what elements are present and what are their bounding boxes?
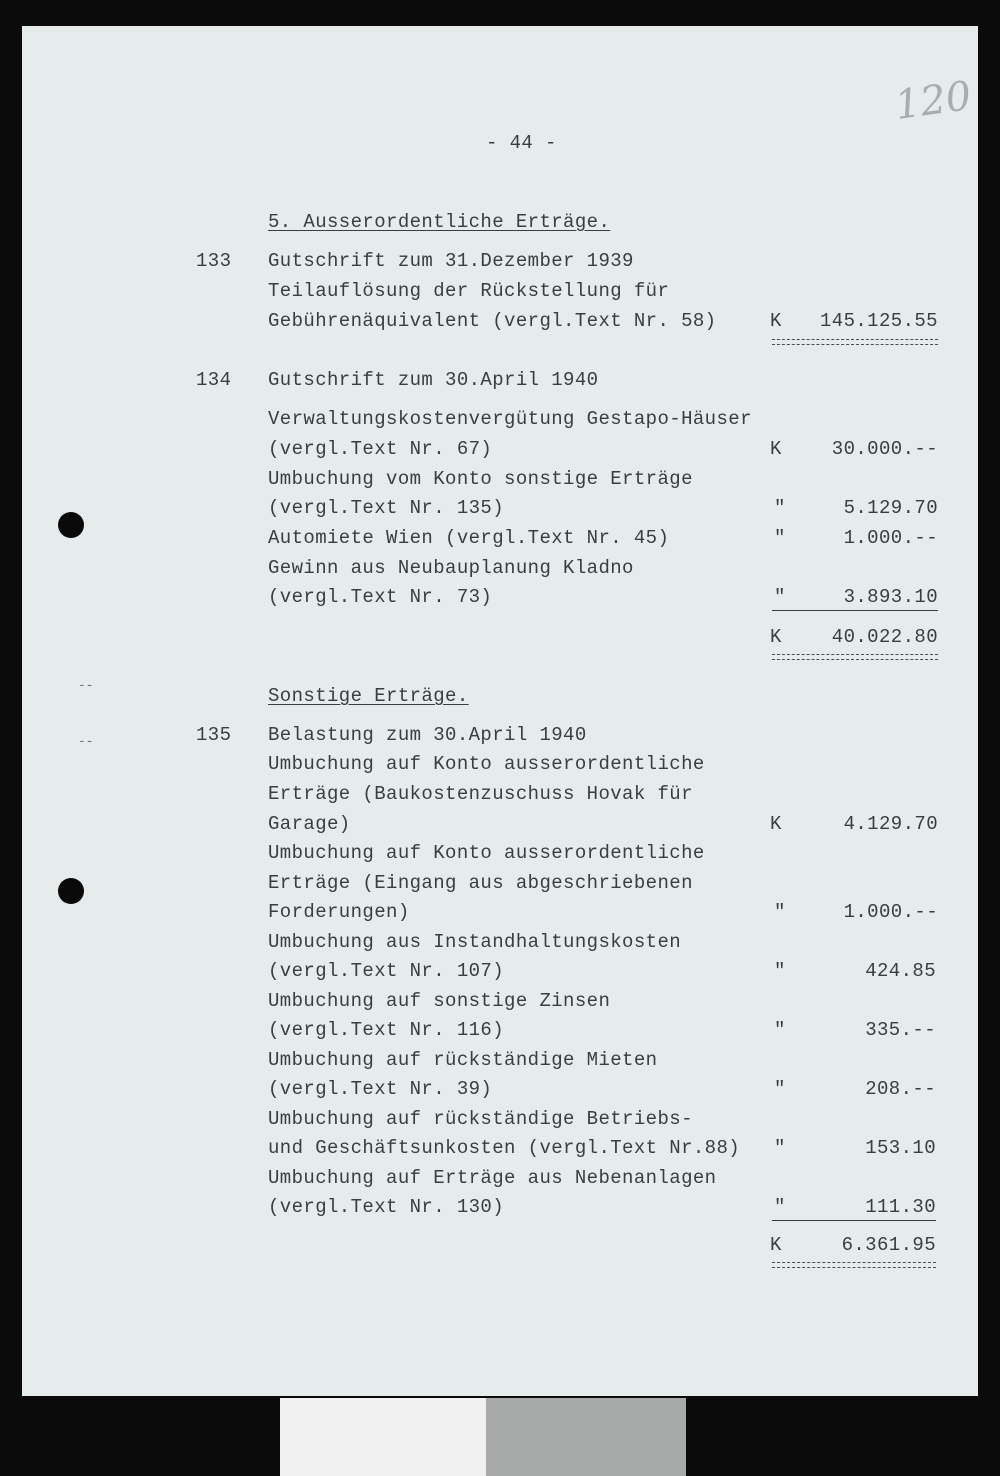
entry-line: (vergl.Text Nr. 116) (268, 1019, 505, 1041)
entry-number: 133 (196, 250, 232, 272)
ditto-mark: " (774, 960, 786, 982)
entry-line: Umbuchung auf Konto ausserordentliche (268, 842, 705, 864)
amount: 30.000.-- (831, 438, 938, 460)
entry-line: Umbuchung vom Konto sonstige Erträge (268, 468, 693, 490)
currency-mark: K (770, 813, 782, 835)
punch-hole (58, 878, 84, 904)
entry-line: (vergl.Text Nr. 107) (268, 960, 505, 982)
entry-line: Gutschrift zum 30.April 1940 (268, 369, 599, 391)
amount: 424.85 (865, 960, 936, 982)
ditto-mark: " (774, 586, 786, 608)
entry-line: Gutschrift zum 31.Dezember 1939 (268, 250, 634, 272)
entry-line: Umbuchung auf sonstige Zinsen (268, 990, 611, 1012)
sum-underline (772, 610, 938, 611)
entry-line: und Geschäftsunkosten (vergl.Text Nr.88) (268, 1137, 741, 1159)
double-underline (772, 1262, 936, 1268)
amount: 1.000.-- (843, 527, 938, 549)
amount: 335.-- (865, 1019, 936, 1041)
entry-line: Umbuchung auf Erträge aus Nebenanlagen (268, 1167, 717, 1189)
amount: 145.125.55 (819, 310, 938, 332)
entry-line: (vergl.Text Nr. 67) (268, 438, 493, 460)
entry-line: Garage) (268, 813, 351, 835)
amount: 153.10 (865, 1137, 936, 1159)
entry-number: 135 (196, 724, 232, 746)
double-underline (772, 654, 938, 660)
amount: 111.30 (865, 1196, 936, 1218)
total-amount: 40.022.80 (831, 626, 938, 648)
entry-line: Erträge (Baukostenzuschuss Hovak für (268, 783, 693, 805)
punch-hole (58, 512, 84, 538)
entry-line: Umbuchung auf rückständige Betriebs- (268, 1108, 693, 1130)
entry-line: Belastung zum 30.April 1940 (268, 724, 587, 746)
entry-line: Gewinn aus Neubauplanung Kladno (268, 557, 634, 579)
ditto-mark: " (774, 527, 786, 549)
entry-line: Umbuchung auf Konto ausserordentliche (268, 753, 705, 775)
ditto-mark: " (774, 1137, 786, 1159)
ditto-mark: " (774, 497, 786, 519)
entry-line: Gebührenäquivalent (vergl.Text Nr. 58) (268, 310, 717, 332)
entry-line: (vergl.Text Nr. 39) (268, 1078, 493, 1100)
ditto-mark: " (774, 901, 786, 923)
folio-number: 120 (892, 72, 975, 130)
entry-line: Teilauflösung der Rückstellung für (268, 280, 670, 302)
amount: 5.129.70 (843, 497, 938, 519)
scan-calibration-patch (486, 1398, 686, 1476)
amount: 208.-- (865, 1078, 936, 1100)
currency-mark: K (770, 310, 782, 332)
double-underline (772, 339, 938, 345)
ditto-mark: " (774, 1078, 786, 1100)
entry-line: (vergl.Text Nr. 130) (268, 1196, 505, 1218)
entry-line: Forderungen) (268, 901, 410, 923)
entry-line: (vergl.Text Nr. 135) (268, 497, 505, 519)
page-number: - 44 - (486, 132, 557, 154)
entry-line: Umbuchung aus Instandhaltungskosten (268, 931, 682, 953)
section-heading: Sonstige Erträge. (268, 685, 469, 707)
currency-mark: K (770, 1234, 782, 1256)
amount: 1.000.-- (843, 901, 938, 923)
entry-number: 134 (196, 369, 232, 391)
entry-line: Umbuchung auf rückständige Mieten (268, 1049, 658, 1071)
margin-mark: -- (78, 678, 94, 693)
entry-line: (vergl.Text Nr. 73) (268, 586, 493, 608)
sum-underline (772, 1220, 936, 1221)
ditto-mark: " (774, 1196, 786, 1218)
total-amount: 6.361.95 (841, 1234, 936, 1256)
currency-mark: K (770, 626, 782, 648)
amount: 3.893.10 (843, 586, 938, 608)
ditto-mark: " (774, 1019, 786, 1041)
entry-line: Erträge (Eingang aus abgeschriebenen (268, 872, 693, 894)
section-heading: 5. Ausserordentliche Erträge. (268, 211, 611, 233)
amount: 4.129.70 (843, 813, 938, 835)
margin-mark: -- (78, 734, 94, 749)
scan-calibration-patch (280, 1398, 486, 1476)
entry-line: Verwaltungskostenvergütung Gestapo-Häuser (268, 408, 752, 430)
currency-mark: K (770, 438, 782, 460)
entry-line: Automiete Wien (vergl.Text Nr. 45) (268, 527, 670, 549)
